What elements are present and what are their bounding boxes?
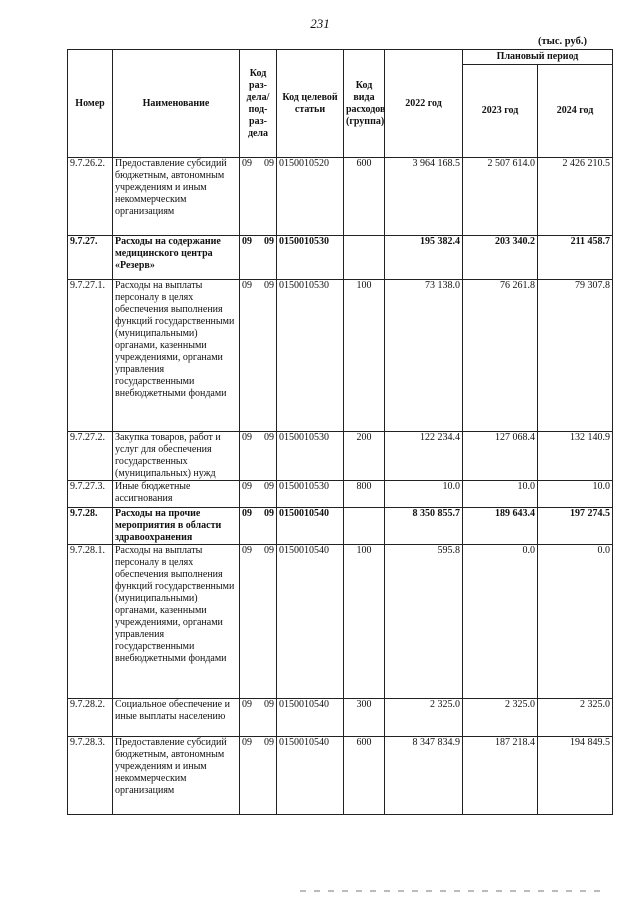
row-subsection: 09 bbox=[264, 158, 274, 169]
row-name: Расходы на выплаты персоналу в целях обеспечения выполнения функций государственными (муниципальными) органами, казенными учреждениями, органами управления государственными внебюджетными фондами bbox=[113, 280, 240, 432]
row-number: 9.7.26.2. bbox=[68, 158, 113, 236]
table-row bbox=[68, 158, 613, 236]
row-number: 9.7.27. bbox=[68, 236, 113, 280]
row-name: Социальное обеспечение и иные выплаты населению bbox=[113, 699, 240, 737]
row-target-article: 0150010540 bbox=[277, 545, 344, 699]
row-amount-2022: 595.8 bbox=[385, 545, 463, 699]
row-subsection: 09 bbox=[264, 699, 274, 710]
row-amount-2023: 2 507 614.0 bbox=[463, 158, 538, 236]
row-section: 09 bbox=[242, 481, 252, 492]
row-amount-2024: 2 426 210.5 bbox=[538, 158, 613, 236]
header-number: Номер bbox=[68, 50, 113, 158]
row-amount-2024: 79 307.8 bbox=[538, 280, 613, 432]
row-amount-2023: 189 643.4 bbox=[463, 508, 538, 545]
row-name: Предоставление субсидий бюджетным, автономным учреждениям и иным некоммерческим организациям bbox=[113, 737, 240, 815]
row-amount-2022: 10.0 bbox=[385, 481, 463, 508]
table-row bbox=[68, 481, 613, 508]
row-amount-2023: 203 340.2 bbox=[463, 236, 538, 280]
row-section-code bbox=[240, 280, 277, 432]
row-amount-2023: 0.0 bbox=[463, 545, 538, 699]
table-body bbox=[68, 158, 613, 815]
row-number: 9.7.28.3. bbox=[68, 737, 113, 815]
row-section: 09 bbox=[242, 432, 252, 443]
row-section-code bbox=[240, 545, 277, 699]
row-number: 9.7.27.2. bbox=[68, 432, 113, 481]
header-2022: 2022 год bbox=[385, 50, 463, 158]
row-number: 9.7.28. bbox=[68, 508, 113, 545]
table-row bbox=[68, 737, 613, 815]
row-number: 9.7.27.3. bbox=[68, 481, 113, 508]
table-row bbox=[68, 280, 613, 432]
row-amount-2022: 8 350 855.7 bbox=[385, 508, 463, 545]
row-amount-2024: 2 325.0 bbox=[538, 699, 613, 737]
row-target-article: 0150010530 bbox=[277, 236, 344, 280]
row-amount-2024: 132 140.9 bbox=[538, 432, 613, 481]
row-amount-2022: 195 382.4 bbox=[385, 236, 463, 280]
table-row bbox=[68, 432, 613, 481]
row-section-code bbox=[240, 508, 277, 545]
row-section-code bbox=[240, 737, 277, 815]
table-row bbox=[68, 236, 613, 280]
row-expense-group: 200 bbox=[344, 432, 385, 481]
table-row bbox=[68, 508, 613, 545]
row-expense-group: 800 bbox=[344, 481, 385, 508]
row-number: 9.7.27.1. bbox=[68, 280, 113, 432]
row-amount-2022: 3 964 168.5 bbox=[385, 158, 463, 236]
scan-artifact bbox=[300, 890, 600, 892]
row-target-article: 0150010530 bbox=[277, 432, 344, 481]
row-amount-2023: 127 068.4 bbox=[463, 432, 538, 481]
row-amount-2023: 10.0 bbox=[463, 481, 538, 508]
row-subsection: 09 bbox=[264, 737, 274, 748]
row-name: Расходы на прочие мероприятия в области здравоохранения bbox=[113, 508, 240, 545]
row-expense-group: 100 bbox=[344, 280, 385, 432]
units-label: (тыс. руб.) bbox=[538, 36, 587, 47]
row-amount-2022: 2 325.0 bbox=[385, 699, 463, 737]
row-subsection: 09 bbox=[264, 508, 274, 519]
row-target-article: 0150010520 bbox=[277, 158, 344, 236]
row-section: 09 bbox=[242, 737, 252, 748]
row-amount-2022: 73 138.0 bbox=[385, 280, 463, 432]
row-section: 09 bbox=[242, 236, 252, 247]
row-amount-2024: 10.0 bbox=[538, 481, 613, 508]
row-section: 09 bbox=[242, 158, 252, 169]
row-section-code bbox=[240, 699, 277, 737]
row-section-code bbox=[240, 236, 277, 280]
header-target-article: Код целевой статьи bbox=[277, 50, 344, 158]
row-name: Иные бюджетные ассигнования bbox=[113, 481, 240, 508]
row-amount-2023: 76 261.8 bbox=[463, 280, 538, 432]
row-amount-2024: 0.0 bbox=[538, 545, 613, 699]
row-name: Предоставление субсидий бюджетным, автономным учреждениям и иным некоммерческим организациям bbox=[113, 158, 240, 236]
row-name: Закупка товаров, работ и услуг для обеспечения государственных (муниципальных) нужд bbox=[113, 432, 240, 481]
row-subsection: 09 bbox=[264, 481, 274, 492]
header-section: Код раз-дела/под-раз-дела bbox=[240, 50, 277, 158]
budget-table bbox=[67, 49, 613, 815]
header-planned-period: Плановый период bbox=[463, 50, 613, 65]
table-row bbox=[68, 699, 613, 737]
header-name: Наименование bbox=[113, 50, 240, 158]
header-2024: 2024 год bbox=[538, 65, 613, 158]
row-section: 09 bbox=[242, 699, 252, 710]
page-number: 231 bbox=[310, 16, 330, 31]
row-subsection: 09 bbox=[264, 545, 274, 556]
row-section: 09 bbox=[242, 508, 252, 519]
row-name: Расходы на содержание медицинского центра «Резерв» bbox=[113, 236, 240, 280]
row-expense-group: 600 bbox=[344, 737, 385, 815]
row-amount-2023: 2 325.0 bbox=[463, 699, 538, 737]
row-target-article: 0150010540 bbox=[277, 699, 344, 737]
row-section-code bbox=[240, 432, 277, 481]
row-subsection: 09 bbox=[264, 280, 274, 291]
row-section: 09 bbox=[242, 545, 252, 556]
row-amount-2024: 211 458.7 bbox=[538, 236, 613, 280]
row-target-article: 0150010530 bbox=[277, 481, 344, 508]
row-section: 09 bbox=[242, 280, 252, 291]
row-subsection: 09 bbox=[264, 432, 274, 443]
row-amount-2022: 122 234.4 bbox=[385, 432, 463, 481]
row-target-article: 0150010540 bbox=[277, 737, 344, 815]
row-number: 9.7.28.2. bbox=[68, 699, 113, 737]
row-section-code bbox=[240, 158, 277, 236]
row-target-article: 0150010530 bbox=[277, 280, 344, 432]
row-amount-2022: 8 347 834.9 bbox=[385, 737, 463, 815]
row-expense-group: 100 bbox=[344, 545, 385, 699]
row-expense-group bbox=[344, 508, 385, 545]
row-amount-2024: 197 274.5 bbox=[538, 508, 613, 545]
header-2023: 2023 год bbox=[463, 65, 538, 158]
row-amount-2023: 187 218.4 bbox=[463, 737, 538, 815]
row-name: Расходы на выплаты персоналу в целях обеспечения выполнения функций государственными (муниципальными) органами, казенными учреждениями, органами управления государственными внебюджетными фондами bbox=[113, 545, 240, 699]
row-amount-2024: 194 849.5 bbox=[538, 737, 613, 815]
row-target-article: 0150010540 bbox=[277, 508, 344, 545]
row-expense-group: 600 bbox=[344, 158, 385, 236]
row-number: 9.7.28.1. bbox=[68, 545, 113, 699]
row-subsection: 09 bbox=[264, 236, 274, 247]
row-expense-group bbox=[344, 236, 385, 280]
header-expense-group: Код вида расходов (группа) bbox=[344, 50, 385, 158]
table-row bbox=[68, 545, 613, 699]
row-section-code bbox=[240, 481, 277, 508]
row-expense-group: 300 bbox=[344, 699, 385, 737]
